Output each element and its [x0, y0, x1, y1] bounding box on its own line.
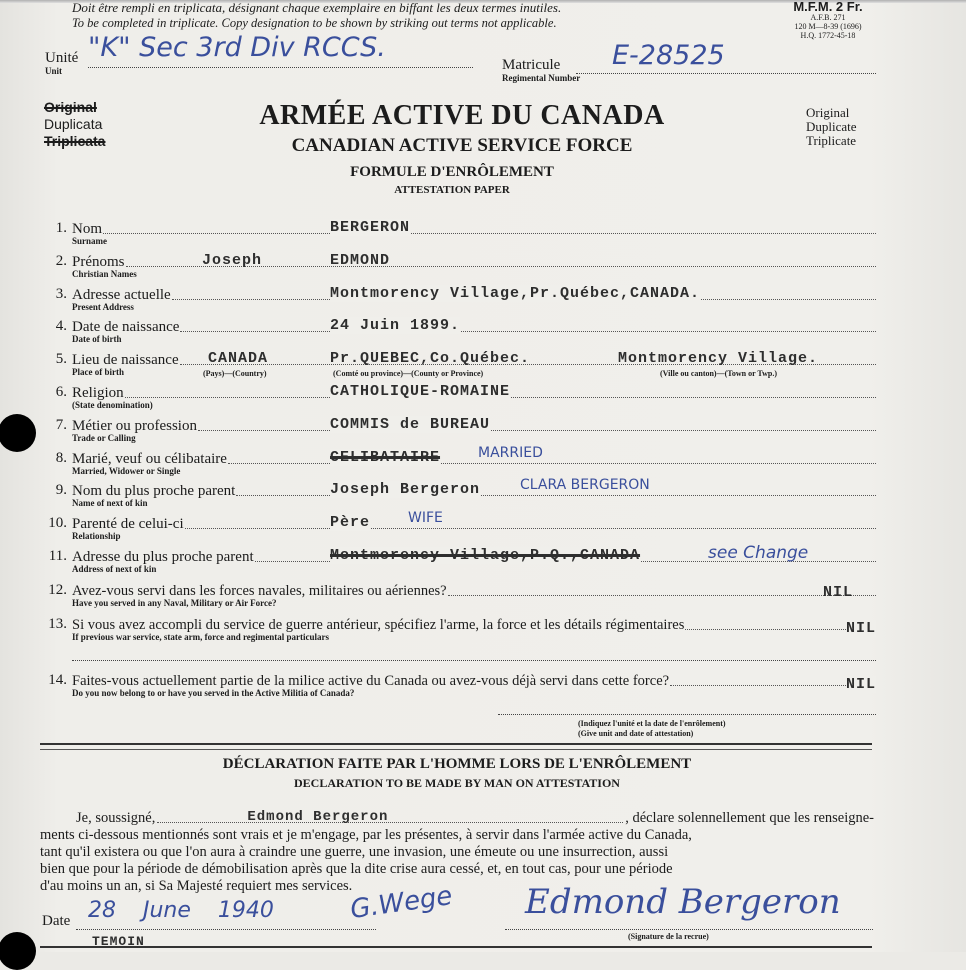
field-label-en: Address of next of kin [72, 564, 157, 574]
recruit-name-field [157, 810, 623, 823]
section-divider [40, 743, 872, 750]
instruction-en: To be completed in triplicate. Copy designation to be shown by striking out terms not applicable. [72, 16, 557, 30]
field-row [40, 510, 876, 545]
field-label-en: Do you now belong to or have you served in the Active Militia of Canada? [72, 688, 355, 698]
field-row [40, 543, 876, 578]
field-label-en: Trade or Calling [72, 433, 136, 443]
declaration-title-en: DECLARATION TO BE MADE BY MAN ON ATTESTATION [294, 776, 620, 790]
declaration-line: d'au moins un an, si Sa Majesté requiert mes services. [40, 878, 353, 894]
field-value: NIL [846, 676, 877, 693]
field-row [40, 384, 876, 414]
form-ref-line: H.Q. 1772-45-18 [800, 31, 856, 40]
matricule-value: E-28525 [612, 40, 725, 71]
field-leader [180, 318, 876, 332]
field-leader [185, 515, 876, 529]
matricule-label-en: Regimental Number [502, 73, 581, 83]
field-leader [103, 220, 876, 234]
copy-duplicata: Duplicata [44, 116, 103, 132]
declaration-line: , déclare solennellement que les renseigne- [625, 810, 874, 826]
field-label-fr: Faites-vous actuellement partie de la milice active du Canada ou avez-vous déjà servi dans cette force? [72, 673, 670, 689]
birth-town-note: (Ville ou canton)—(Town or Twp.) [660, 369, 777, 378]
field-leader [198, 417, 876, 431]
note-en: (Give unit and date of attestation) [578, 729, 694, 738]
field-label-en: Christian Names [72, 269, 137, 279]
copy-duplicate-en: Duplicate [806, 119, 857, 134]
field-label-en: Name of next of kin [72, 498, 148, 508]
field-label-fr: Nom [72, 221, 102, 237]
declaration-line: tant qu'il existera ou que l'on aura à craindre une guerre, une invasion, une émeute ou une insurrection, aussi [40, 844, 669, 860]
field-value: Père [330, 514, 371, 531]
field-row [40, 445, 876, 480]
subtitle-en: ATTESTATION PAPER [394, 184, 510, 196]
field-label-fr: Religion [72, 385, 124, 401]
recruit-signature: Edmond Bergeron [525, 882, 841, 922]
field-value: BERGERON [330, 219, 411, 236]
field-label [72, 220, 876, 238]
copy-triplicate-en: Triplicate [806, 133, 857, 148]
field-label-fr: Adresse actuelle [72, 287, 171, 303]
field-leader [448, 582, 876, 596]
field-value-first: Joseph [202, 252, 263, 269]
copy-triplicata: Triplicata [44, 133, 106, 149]
field-label-en: Relationship [72, 531, 121, 541]
birth-country-note: (Pays)—(Country) [203, 369, 267, 378]
field-label-fr: Parenté de celui-ci [72, 516, 184, 532]
field-number: 7. [55, 417, 67, 433]
field-row [40, 672, 877, 738]
field-row [40, 616, 876, 646]
declaration-line: ments ci-dessous mentionnés sont vrais et je m'engage, par les présentes, à servir dans l'armée active du Canada, [40, 827, 692, 843]
field-handwritten-correction: see Change [708, 543, 809, 563]
field-number: 12. [48, 582, 67, 598]
field-handwritten-correction: MARRIED [478, 445, 543, 461]
field-label-en: If previous war service, state arm, force and regimental particulars [72, 632, 330, 642]
birth-town: Montmorency Village. [618, 350, 819, 367]
answer-line [72, 660, 876, 661]
title-fr: ARMÉE ACTIVE DU CANADA [259, 100, 665, 131]
field-value: COMMIS de BUREAU [330, 416, 491, 433]
note-fr: (Indiquez l'unité et la date de l'enrôlement) [578, 719, 726, 728]
field-row [40, 351, 876, 381]
field-row [40, 582, 876, 612]
field-value: Montmorency Village,P.Q.,CANADA [330, 547, 641, 564]
field-label-fr: Marié, veuf ou célibataire [72, 451, 227, 467]
field-value: Joseph Bergeron [330, 481, 481, 498]
declaration-line: bien que pour la période de démobilisation après que la dite crise aura cessé, et, en tout cas, pour une période [40, 861, 673, 877]
witness-label: TEMOIN [92, 934, 145, 949]
form-reference [780, 13, 876, 40]
field-label-en: Present Address [72, 302, 134, 312]
field-number: 5. [55, 351, 67, 367]
field-label-en: Surname [72, 236, 108, 246]
date-label: Date [42, 913, 71, 929]
field-number: 1. [55, 220, 67, 236]
field-number: 9. [55, 482, 67, 498]
date-value: 28 June 1940 [88, 898, 274, 923]
field-label [72, 515, 876, 533]
birth-province: Pr.QUEBEC,Co.Québec. [330, 350, 531, 367]
field-row [40, 253, 876, 283]
punch-hole [0, 932, 36, 970]
field-value: EDMOND [330, 252, 391, 269]
field-label-fr: Date de naissance [72, 319, 180, 335]
field-label-en: (State denomination) [72, 400, 153, 410]
form-ref-line: A.F.B. 271 [810, 13, 846, 22]
birth-country: CANADA [208, 350, 269, 367]
field-label-en: Married, Widower or Single [72, 466, 181, 476]
copy-original: Original [44, 99, 97, 115]
field-number: 6. [55, 384, 67, 400]
signature-caption: (Signature de la recrue) [628, 932, 709, 941]
birth-province-note: (Comté ou province)—(County or Province) [333, 369, 484, 378]
answer-line [498, 714, 876, 715]
field-handwritten-correction: WIFE [408, 510, 443, 526]
instruction-fr: Doit être rempli en triplicata, désignant chaque exemplaire en biffant les deux termes inutiles. [72, 0, 562, 15]
field-label-fr: Si vous avez accompli du service de guerre antérieur, spécifiez l'arme, la force et les détails régimentaires [72, 617, 685, 633]
field-value: CATHOLIQUE-ROMAINE [330, 383, 511, 400]
subtitle-fr: FORMULE D'ENRÔLEMENT [350, 164, 554, 180]
field-number: 2. [55, 253, 67, 269]
declaration-je: Je, soussigné, [76, 810, 156, 826]
field-row [40, 318, 876, 348]
field-label-en: Place of birth [72, 367, 124, 377]
field-number: 3. [55, 286, 67, 302]
field-number: 14. [48, 672, 67, 688]
field-label-fr: Nom du plus proche parent [72, 483, 236, 499]
field-row [40, 220, 876, 250]
field-label [72, 318, 876, 336]
bottom-divider [40, 946, 872, 948]
matricule-label: Matricule [502, 57, 561, 73]
copy-original-en: Original [806, 105, 850, 120]
declaration-title-fr: DÉCLARATION FAITE PAR L'HOMME LORS DE L'ENRÔLEMENT [222, 756, 692, 772]
field-number: 10. [48, 515, 67, 531]
field-label-en: Date of birth [72, 334, 122, 344]
form-code: M.F.M. 2 Fr. [793, 0, 863, 14]
field-value: NIL [846, 620, 877, 637]
field-row [40, 417, 876, 447]
field-label-fr: Lieu de naissance [72, 352, 179, 368]
field-row [40, 477, 876, 512]
field-label [72, 450, 876, 468]
unit-label-en: Unit [45, 66, 63, 76]
field-row [40, 286, 876, 316]
field-value: NIL [823, 584, 854, 601]
witness-signature: G.Wege [348, 881, 455, 925]
form-ref-line: 120 M—8-39 (1696) [794, 22, 862, 31]
field-leader [228, 450, 876, 464]
field-handwritten-correction: CLARA BERGERON [520, 477, 650, 493]
unit-value: "K" Sec 3rd Div RCCS. [88, 32, 386, 63]
title-en: CANADIAN ACTIVE SERVICE FORCE [291, 135, 633, 156]
field-label-fr: Prénoms [72, 254, 125, 270]
field-label-fr: Métier ou profession [72, 418, 197, 434]
field-label-en: Have you served in any Naval, Military or Air Force? [72, 598, 277, 608]
field-number: 8. [55, 450, 67, 466]
field-label [72, 253, 876, 271]
field-number: 11. [48, 548, 67, 564]
field-number: 13. [48, 616, 67, 632]
field-label-fr: Avez-vous servi dans les forces navales, militaires ou aériennes? [72, 583, 447, 599]
field-value: 24 Juin 1899. [330, 317, 461, 334]
field-label-fr: Adresse du plus proche parent [72, 549, 254, 565]
unit-label: Unité [45, 50, 79, 66]
field-number: 4. [55, 318, 67, 334]
recruit-name: Edmond Bergeron [247, 809, 389, 825]
field-value: Montmorency Village,Pr.Québec,CANADA. [330, 285, 701, 302]
field-value: CELIBATAIRE [330, 449, 441, 466]
